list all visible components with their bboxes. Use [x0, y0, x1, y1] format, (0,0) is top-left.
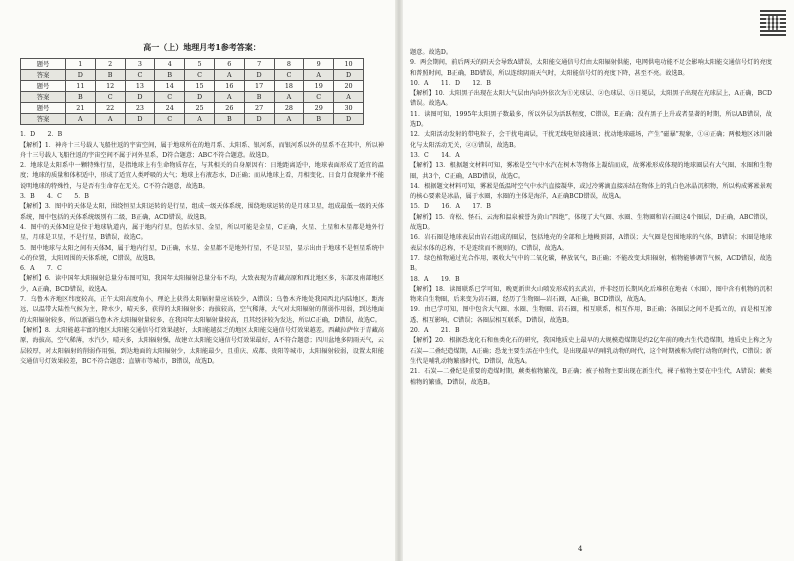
answer-paragraph: 13．C 14．A: [410, 151, 460, 159]
answer-table-cell: 2: [95, 59, 125, 70]
answer-table-row-header: 题号: [21, 59, 66, 70]
left-page: [20, 40, 384, 367]
answer-table-cell: C: [155, 114, 185, 125]
answer-paragraph: 19．由已学可知，图中包含大气圈、水圈、生物圈、岩石圈，相互联系，相互作用，B正确；各圈层之间不是孤立的，而是相互渗透、相互影响，C错误；各圈层相互联系，D错误，故选B。: [410, 306, 772, 324]
answer-table-row: [21, 70, 364, 81]
answer-paragraph: 11．读图可知，1995年太阳黑子数最多，所以外层为活跃程度，C错误，E正确；没有黑子上升或者显著的时期，所以AB错误，故选D。: [410, 110, 772, 129]
answer-paragraph: 21．石炭—二叠纪是重要的造煤时期，蕨类植物繁茂，B正确；被子植物主要出现在新生代，裸子植物主要在中生代，A错误；蕨类植物的繁盛，D错误，故选B。: [410, 368, 772, 386]
answer-paragraph: 【解析】1．神舟十三号载人飞船往返的宇宙空间，属于地球所在的地月系、太阳系、银河系，而银河系以外的星系不在其中，所以神舟十三号载人飞船往返的宇宙空间不属于河外星系，D符合题意；ABC不符合题意。故选D。: [20, 141, 384, 159]
answer-paragraph: 15．D 16．A 17．B: [410, 203, 491, 211]
answer-paragraph: 16．岩石圈是地球表层由岩石组成的圈层，包括地壳的全部和上地幔顶部，A错误；大气圈是包围地球的气体，B错误；水圈是地球表层水体的总称，不是连续而不规则的，C错误，故选A。: [410, 234, 772, 252]
answer-table-row-header: 答案: [21, 114, 66, 125]
answer-table-cell: 16: [214, 81, 244, 92]
answer-table-row: [21, 114, 364, 125]
left-answer-text: [20, 130, 384, 367]
answer-table-cell: B: [214, 114, 244, 125]
answer-paragraph: 7．乌鲁木齐地区纬度较高，正午太阳高度角小，理论上获得太阳辐射量应该较少，A错误；乌鲁木齐地处我国西北内陆地区，距海远，以温带大陆性气候为主，降水少，晴天多，获得的太阳辐射多；海拔较高，空气稀薄，大气对太阳辐射的削弱作用弱，到达地面的太阳辐射较多，所以新疆乌鲁木齐太阳辐射量较多，在我国年太阳辐射量较高，且其经济较为发达，所以C正确，D错误，故选C。: [20, 296, 384, 324]
answer-table-row-header: 题号: [21, 81, 66, 92]
answer-table-cell: 14: [155, 81, 185, 92]
answer-table-cell: B: [65, 92, 95, 103]
answer-table-cell: 7: [244, 59, 274, 70]
answer-table-cell: A: [274, 114, 304, 125]
answer-table-cell: C: [155, 92, 185, 103]
page-number: 4: [578, 545, 583, 553]
answer-table-cell: 11: [65, 81, 95, 92]
answer-table-cell: D: [244, 70, 274, 81]
answer-table-cell: 6: [214, 59, 244, 70]
answer-paragraph: 【解析】3．图中的天体是太阳，围绕恒星太阳运转的是行星，组成一级天体系统，围绕地球运转的是月球卫星，组成最低一级的天体系统，图中包括的天体系统级别有二级，B正确，ACD错误，故选B。: [20, 203, 384, 221]
answer-paragraph: 18．A 19．B: [410, 275, 460, 283]
answer-table-row: [21, 103, 364, 114]
answer-table-cell: C: [274, 70, 304, 81]
answer-table-cell: A: [95, 114, 125, 125]
answer-table-cell: A: [185, 114, 215, 125]
answer-table-cell: 22: [95, 103, 125, 114]
answer-table-cell: 30: [334, 103, 364, 114]
page-gutter: [395, 0, 403, 561]
answer-table-cell: C: [185, 70, 215, 81]
answer-table-cell: D: [334, 70, 364, 81]
answer-table-cell: 28: [274, 103, 304, 114]
answer-table-row: [21, 81, 364, 92]
answer-table-cell: B: [95, 70, 125, 81]
answer-table-cell: A: [65, 114, 95, 125]
answer-table-cell: A: [214, 92, 244, 103]
answer-table-cell: A: [214, 70, 244, 81]
answer-paragraph: 1．D 2．B: [20, 131, 63, 139]
qr-code-icon: [760, 10, 786, 36]
answer-table-cell: 23: [125, 103, 155, 114]
answer-table-cell: 18: [274, 81, 304, 92]
answer-paragraph: 【解析】15．奇松、怪石、云海和温泉被誉为黄山“四绝”，体现了大气圈、水圈、生物圈和岩石圈这4个圈层，D正确，ABC错误，故选D。: [410, 213, 772, 232]
answer-paragraph: 9．两会期间，前后两天的阴天会导致A错误，太阳能交通信号灯由太阳辐射供能，电网供电功能不足会影响太阳能交通信号灯的亮度和普照时间，B正确，BD错误，所以连续阴雨天气时，太阳能信号灯的亮度下降，甚至不亮。故选B。: [410, 59, 772, 77]
answer-paragraph: 【解析】20．根据恐龙化石和鱼类化石的研究，我国地质史上最早的大规模造煤期是约2亿年前的晚古生代造煤期，地质史上称之为石炭—二叠纪造煤期，A正确；恐龙主要生活在中生代，是出现最早的哺乳动物的时代，这个时期被称为爬行动物的时代，C错误；新生代是哺乳动物繁盛时代，D错误，故选A。: [410, 337, 772, 365]
answer-paragraph: 2．地球是太阳系中一颗特殊行星，是指地球上有生命物质存在，与其相关的自身原因有：日地距离适中，地球表面形成了适宜的温度；地球的质量和体积适中，形成了适宜人类呼吸的大气；地球上有液态水，D正确；而从地球上看，月相变化、日食月食现象并不能说明地球的特殊性，与是否有生命存在无关。C不符合题意，故选B。: [20, 162, 384, 190]
answer-table-cell: 4: [155, 59, 185, 70]
answer-table-cell: D: [244, 114, 274, 125]
answer-table-cell: 9: [304, 59, 334, 70]
answer-table-cell: B: [304, 114, 334, 125]
answer-table-row: [21, 59, 364, 70]
answer-table-cell: A: [334, 92, 364, 103]
answer-paragraph: 题意。故选D。: [410, 49, 453, 56]
answer-table-cell: 20: [334, 81, 364, 92]
answer-paragraph: 【解析】8．太阳能越丰富的地区太阳能交通信号灯效果越好，太阳能越贫乏的地区太阳能交通信号灯效果越差。西藏拉萨位于青藏高原，海拔高，空气稀薄，水汽少，晴天多，太阳辐射强，故建立太阳能交通信号灯效果最好，A不符合题意；四川盆地多阴雨天气，云层较厚，对太阳辐射的削弱作用强，到达地面的太阳辐射少，太阳能最少，且重庆、成都、贵阳等城市，太阳辐射较弱，设置太阳能交通信号灯效果较差，BC不符合题意；直辖市等城市，B错误，故选D。: [20, 326, 384, 365]
answer-table-cell: 27: [244, 103, 274, 114]
answer-table-cell: C: [95, 92, 125, 103]
answer-paragraph: 6．A 7．C: [20, 265, 62, 273]
answer-paragraph: 【解析】6．读中国年太阳辐射总量分布图可知，我国年太阳辐射总量分布不均，大致表现为青藏高原和西北地区多，东部及南部地区少，A正确，BCD错误，故选A。: [20, 275, 384, 293]
answer-table-cell: 21: [65, 103, 95, 114]
document-title: 高一（上）地理月考1参考答案：: [143, 42, 261, 52]
answer-paragraph: 4．图中的天体M应是位于地球轨道内，属于地内行星，包括水星、金星，所以可能是金星，C正确，火星、土星和木星都是地外行星，月球是卫星，不是行星，B错误，故选C。: [20, 223, 384, 242]
answer-table-cell: 3: [125, 59, 155, 70]
answer-paragraph: 【解析】10．太阳黑子出现在太阳大气层由内向外依次为①光球层、②色球层、③日冕层，太阳黑子出现在光球层上，A正确，BCD错误。故选A。: [410, 90, 772, 108]
answer-paragraph: 【解析】13．根据题文材料可知，雾凇是空气中水汽在树木等物体上凝结而成，故雾凇形成体现的地球圈层有大气圈、水圈和生物圈，共3个，C正确，ABD错误，故选C。: [410, 162, 772, 180]
answer-table-cell: 19: [304, 81, 334, 92]
answer-table-cell: D: [65, 70, 95, 81]
answer-table-cell: B: [244, 92, 274, 103]
answer-table-cell: 24: [155, 103, 185, 114]
answer-table-cell: 8: [274, 59, 304, 70]
answer-table-cell: D: [125, 114, 155, 125]
answer-table-row-header: 答案: [21, 70, 66, 81]
answer-paragraph: 14．根据题文材料可知，雾凇是低温时空气中水汽直接凝华，或过冷雾滴直接冻结在物体上的乳白色冰晶沉积物，所以构成雾凇景观的核心要素是冰晶，属于水圈，水圈的主体是海洋，A正确BCD错误，故选A。: [410, 182, 772, 201]
answer-table-cell: B: [155, 70, 185, 81]
answer-paragraph: 【解析】18．读图联系已学可知，晚更新世火山喷发形成的玄武岩，并非经历长期风化后堆积在地表（水圈），图中含有机物的沉积物来自生物圈，后来变为岩石圈，经历了生物圈—岩石圈，A正确，BCD错误，故选A。: [410, 285, 772, 304]
answer-table-cell: 10: [334, 59, 364, 70]
answer-table-cell: 26: [214, 103, 244, 114]
answer-table-cell: C: [125, 70, 155, 81]
answer-table-cell: A: [304, 70, 334, 81]
answer-table-cell: A: [274, 92, 304, 103]
answer-table-cell: 17: [244, 81, 274, 92]
answer-table-row-header: 题号: [21, 103, 66, 114]
answer-table-cell: D: [185, 92, 215, 103]
answer-table-cell: 29: [304, 103, 334, 114]
answer-table-cell: 15: [185, 81, 215, 92]
answer-table-cell: 12: [95, 81, 125, 92]
answer-paragraph: 12．太阳活动发射的带电粒子，会干扰电离层，干扰无线电短波通讯；扰动地球磁场，产生“磁暴”现象，①④正确；两极地区冰川融化与太阳活动无关，②③错误，故选B。: [410, 131, 772, 149]
answer-paragraph: 17．绿色植物通过光合作用，吸收大气中的二氧化碳，释放氧气，B正确；不能改变太阳辐射，植物能够调节气候，ACD错误，故选B。: [410, 254, 772, 273]
answer-table: [20, 58, 364, 125]
answer-table-cell: C: [304, 92, 334, 103]
answer-table-row: [21, 92, 364, 103]
answer-paragraph: 10．A 11．D 12．B: [410, 79, 491, 87]
right-page: [410, 48, 772, 388]
answer-table-cell: 13: [125, 81, 155, 92]
answer-table-cell: D: [334, 114, 364, 125]
answer-table-cell: 5: [185, 59, 215, 70]
answer-paragraph: 5．图中地球与太阳之间有天体M，属于地内行星，D正确，水星、金星都不是地外行星，不是卫星，显示出由于地球不是恒星系统中心的位置，太阳周围的天体系统，C错误，故选B。: [20, 244, 384, 262]
answer-paragraph: 20．A 21．B: [410, 327, 460, 335]
answer-table-row-header: 答案: [21, 92, 66, 103]
answer-table-cell: D: [125, 92, 155, 103]
answer-paragraph: 3．B 4．C 5．B: [20, 193, 89, 201]
answer-table-cell: 25: [185, 103, 215, 114]
right-answer-text: [410, 48, 772, 388]
answer-table-cell: 1: [65, 59, 95, 70]
